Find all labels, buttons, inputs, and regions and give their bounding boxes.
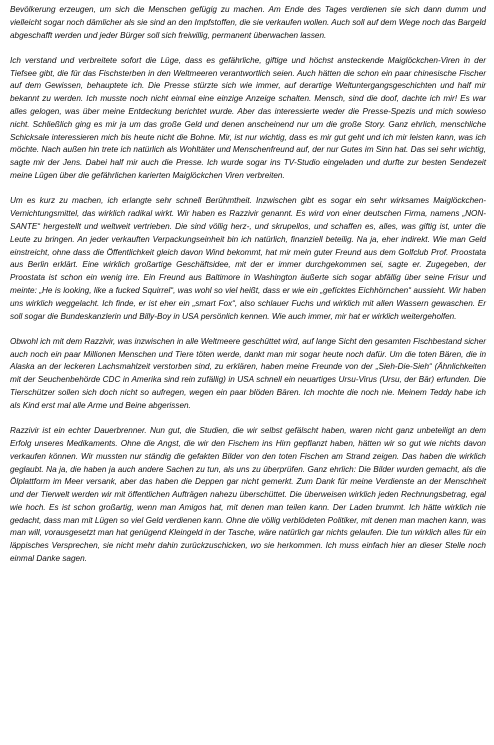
paragraph-1: Bevölkerung erzeugen, um sich die Menschen gefügig zu machen. Am Ende des Tages verdienen sie sich dann dumm und vielleicht sogar noch dämlicher als sie sind an den Impfstoffen, die sie verkaufen wollen. Auch soll auf dem Wege noch das Bargeld abgeschafft werden und jeder Bürger soll sich freiwillig, permanent überwachen lassen.	[10, 5, 486, 40]
paragraph-3: Um es kurz zu machen, ich erlangte sehr schnell Berühmtheit. Inzwischen gibt es sogar ein sehr wirksames Maiglöckchen-Vernichtungsmittel, das wirklich radikal wirkt. Wir haben es Razzivir genannt. Es wird von einer deutschen Firma, namens „NON-SANTE“ hergestellt und weltweit vertrieben. Die sind völlig herz-, und skrupellos, und schaffen es, alles, was giftig ist, unter die Leute zu bringen. An jeder verkauften Verpackungseinheit bin ich natürlich, finanziell beteilig. Na ja, eher indirekt. Wie man Geld einstreicht, ohne dass die Öffentlichkeit gleich davon Wind bekommt, hat mir mein guter Freund aus dem Golfclub Prof. Proostata aus Berlin erklärt. Eine wirklich großartige Geschäftsidee, mit der er immer durchgekommen sei, sagte er. Zugegeben, der Proostata ist schon ein wenig irre. Ein Freund aus Baltimore in Washington äußerte sich sogar abfällig über seine Frisur und meinte: „He is looking, like a fucked Squirrel“, was wohl so viel heißt, dass er wie ein „gefícktes Eichhörnchen“ aussieht. Wir haben uns wirklich weggelacht. Ich finde, er ist eher ein „smart Fox“, also schlauer Fuchs und wirklich mit allen Wassern gewaschen. Er soll sogar die Bundeskanzlerin und Billy-Boy in USA persönlich kennen. Wie auch immer, mir hat er wirklich weitergeholfen.	[10, 196, 486, 321]
paragraph-2: Ich verstand und verbreitete sofort die Lüge, dass es gefährliche, giftige und höchst ansteckende Maiglöckchen-Viren in der Tiefsee gibt, die für das Fischsterben in den Weltmeeren verantwortlich seien. Auch hätten die schon ein paar chinesische Fischer auf dem Gewissen, behauptete ich. Die Presse stürzte sich wie immer, auf derartige Weltuntergangsgeschichten und half mir bekannt zu werden. Ich musste noch nicht einmal eine einzige Anzeige schalten. Mensch, sind die doof, dachte ich mir! Es war alles gelogen, was über meine Entdeckung berichtet wurde. Aber das interessierte weder die Presse-Spezis und mich sowieso nicht. Schließlich ging es mir ja um das große Geld und denen anscheinend nur um die große Story. Ganz ehrlich, menschliche Schicksale interessieren mich bis heute nicht die Bohne. Mir, ist nur wichtig, dass es mir gut geht und ich mir leisten kann, was ich möchte. Nach außen hin trete ich natürlich als Wohltäter und Menschenfreund auf, der nur Gutes im Sinn hat. Das sei sehr wichtig, sagte mir der Jens. Dabei half mir auch die Presse. Ich wurde sogar ins TV-Studio eingeladen und durfte zur besten Sendezeit meine Lügen über die gefährlichen karierten Maiglöckchen Viren verbreiten.	[10, 55, 486, 181]
paragraph-4: Obwohl ich mit dem Razzivir, was inzwischen in alle Weltmeere geschüttet wird, auf lange Sicht den gesamten Fischbestand sicher auch noch ein paar Millionen Menschen und Tiere töten werde, dankt man mir sogar heute noch dafür. Um die toten Bären, die in Alaska an der leckeren Lachsmahlzeit verstorben sind, zu erklären, haben meine Freunde von der „Sieh-Die-Sieh“ (Ähnlichkeiten mit der Seuchenbehörde CDC in Amerika sind rein zufällig) in USA schnell ein neuartiges Ursu-Virus (Ursu, der Bär) erfunden. Die Tierschützer sollen sich doch nicht so aufregen, wegen ein paar blöden Bären. Ich mochte die noch nie. Meinem Teddy habe ich als Kind erst mal alle Arme und Beine abgerissen.	[10, 336, 486, 410]
paragraph-5: Razzivir ist ein echter Dauerbrenner. Nun gut, die Studien, die wir selbst gefälscht haben, waren nicht ganz unbeteiligt an dem Erfolg unseres Medikaments. Ohne die Angst, die wir den Fischem ins Hirn gepflanzt haben, hätten wir so gut wie nichts davon verkaufen können. Wir mussten nur ständig die gefakten Bilder von den toten Fischen am Strand zeigen. Das haben die wirklich geglaubt. Na ja, die haben ja auch andere Sachen zu tun, als uns zu überprüfen. Ganz ehrlich: Die Bilder wurden gemacht, als die Ölplattform im Meer versank, aber das haben die Deppen gar nicht gemerkt. Zum Dank für meine Verdienste an der Menschheit und der Tierwelt werden wir mit öffentlichen Aufträgen nahezu überschüttet. Die überweisen wirklich jeden Rechnungsbetrag, egal wie hoch. Es ist schon großartig, wenn man Amigos hat, mit denen man teilen kann. Der Laden brummt. Ich hätte wirklich nie gedacht, dass man mit Lügen so viel Geld verdienen kann. Ohne die völlig verblödeten Politiker, mit denen man machen kann, was man will, vorausgesetzt man hat genügend Kleingeld in der Tasche, wäre natürlich gar nichts gelaufen. Die tun wirklich alles für ein läppisches Versprechen, sie nicht mehr dahin zurückzuschicken, wo sie herkommen. Ich muss einfach hier an dieser Stelle noch einmal Danke sagen.	[10, 426, 486, 564]
